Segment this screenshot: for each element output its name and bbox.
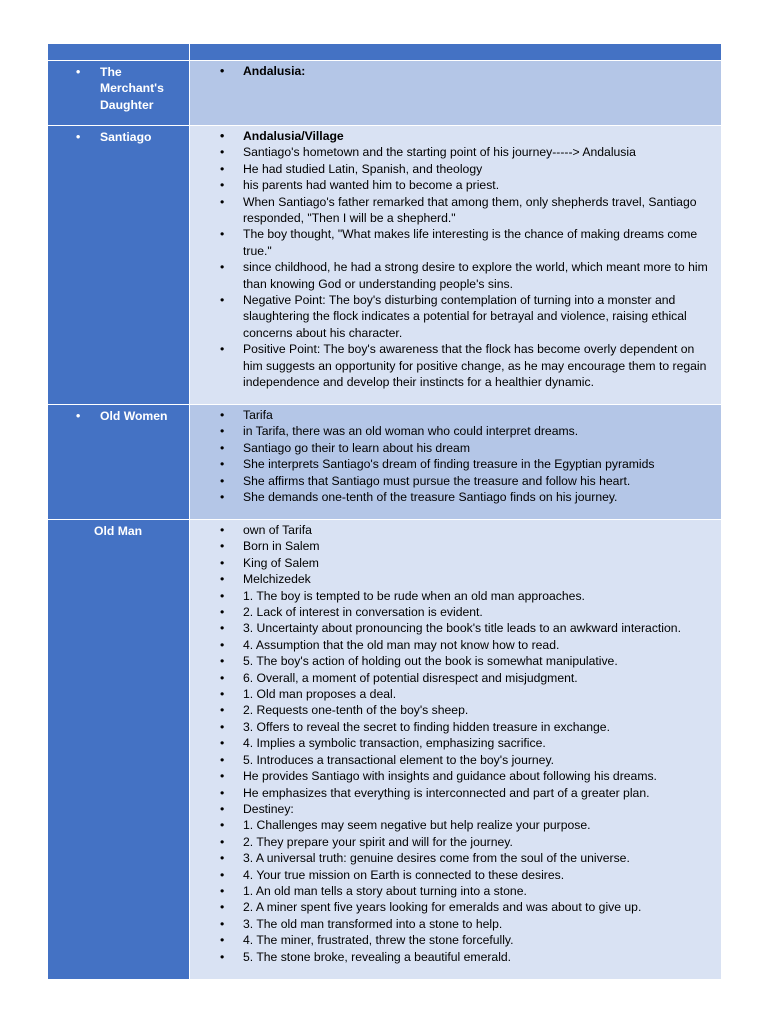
list-item: • 2. They prepare your spirit and will for the journey. [190, 834, 713, 850]
list-item: • 6. Overall, a moment of potential disrespect and misjudgment. [190, 670, 713, 686]
list-item: • 4. Implies a symbolic transaction, emphasizing sacrifice. [190, 735, 713, 751]
list-item: • his parents had wanted him to become a priest. [190, 177, 713, 193]
bullet-icon: • [76, 409, 81, 423]
list-item: • Santiago go their to learn about his dream [190, 440, 713, 456]
list-item: • 4. The miner, frustrated, threw the stone forcefully. [190, 932, 713, 948]
header-cell-left [48, 44, 190, 60]
list-item: • Destiney: [190, 801, 713, 817]
bullet-icon: • [76, 65, 81, 79]
character-name: Old Man [94, 524, 143, 538]
details-list [190, 405, 721, 505]
list-item: • She demands one-tenth of the treasure Santiago finds on his journey. [190, 489, 713, 505]
list-item: • 1. Old man proposes a deal. [190, 686, 713, 702]
list-item: • The boy thought, "What makes life interesting is the chance of making dreams come true." [190, 226, 713, 259]
table-row [48, 405, 721, 520]
details-list [190, 126, 721, 391]
list-item: • 2. A miner spent five years looking for emeralds and was about to give up. [190, 899, 713, 915]
character-cell [48, 405, 190, 519]
list-item: • 2. Requests one-tenth of the boy's sheep. [190, 702, 713, 718]
table-row [48, 520, 721, 979]
list-item: • Melchizedek [190, 571, 713, 587]
list-item: • 5. The stone broke, revealing a beautiful emerald. [190, 949, 713, 965]
details-cell [190, 61, 721, 125]
table-row [48, 126, 721, 405]
bullet-icon: • [76, 130, 81, 144]
list-item: • He emphasizes that everything is interconnected and part of a greater plan. [190, 785, 713, 801]
character-name: Santiago [100, 130, 152, 144]
list-item: • King of Salem [190, 555, 713, 571]
list-item: • Santiago's hometown and the starting point of his journey-----> Andalusia [190, 144, 713, 160]
list-item: • 3. Offers to reveal the secret to finding hidden treasure in exchange. [190, 719, 713, 735]
list-item: • 2. Lack of interest in conversation is evident. [190, 604, 713, 620]
list-item: • 5. The boy's action of holding out the book is somewhat manipulative. [190, 653, 713, 669]
character-name: Old Women [100, 409, 168, 423]
character-name: The Merchant's Daughter [100, 65, 164, 112]
details-cell [190, 520, 721, 979]
character-cell [48, 126, 190, 404]
details-list [190, 61, 721, 79]
table-row [48, 61, 721, 126]
list-item: • She affirms that Santiago must pursue the treasure and follow his heart. [190, 473, 713, 489]
list-item: • 3. The old man transformed into a stone to help. [190, 916, 713, 932]
character-table [48, 44, 721, 979]
list-item: • since childhood, he had a strong desire to explore the world, which meant more to him than knowing God or understanding people's sins. [190, 259, 713, 292]
list-item: • Negative Point: The boy's disturbing contemplation of turning into a monster and slaughtering the flock indicates a potential for betrayal and violence, raising ethical concerns about his character. [190, 292, 713, 341]
details-cell [190, 126, 721, 404]
details-cell [190, 405, 721, 519]
details-list [190, 520, 721, 965]
list-item: • He provides Santiago with insights and guidance about following his dreams. [190, 768, 713, 784]
header-cell-right [190, 44, 721, 60]
character-cell [48, 61, 190, 125]
list-item: • 4. Assumption that the old man may not know how to read. [190, 637, 713, 653]
list-item: • She interprets Santiago's dream of finding treasure in the Egyptian pyramids [190, 456, 713, 472]
list-item: • 1. The boy is tempted to be rude when an old man approaches. [190, 588, 713, 604]
list-item: • Andalusia/Village [190, 128, 713, 144]
list-item: • Andalusia: [190, 63, 713, 79]
table-header-row [48, 44, 721, 61]
list-item: • 4. Your true mission on Earth is connected to these desires. [190, 867, 713, 883]
list-item: • 3. A universal truth: genuine desires come from the soul of the universe. [190, 850, 713, 866]
list-item: • Positive Point: The boy's awareness that the flock has become overly dependent on him suggests an opportunity for positive change, as he may encourage them to regain independence and develop their instincts for a healthier dynamic. [190, 341, 713, 390]
list-item: • own of Tarifa [190, 522, 713, 538]
list-item: • When Santiago's father remarked that among them, only shepherds travel, Santiago responded, "Then I will be a shepherd." [190, 194, 713, 227]
list-item: • 1. Challenges may seem negative but help realize your purpose. [190, 817, 713, 833]
list-item: • in Tarifa, there was an old woman who could interpret dreams. [190, 423, 713, 439]
list-item: • 1. An old man tells a story about turning into a stone. [190, 883, 713, 899]
list-item: • Born in Salem [190, 538, 713, 554]
list-item: • He had studied Latin, Spanish, and theology [190, 161, 713, 177]
list-item: • Tarifa [190, 407, 713, 423]
list-item: • 3. Uncertainty about pronouncing the book's title leads to an awkward interaction. [190, 620, 713, 636]
character-cell [48, 520, 190, 979]
list-item: • 5. Introduces a transactional element to the boy's journey. [190, 752, 713, 768]
